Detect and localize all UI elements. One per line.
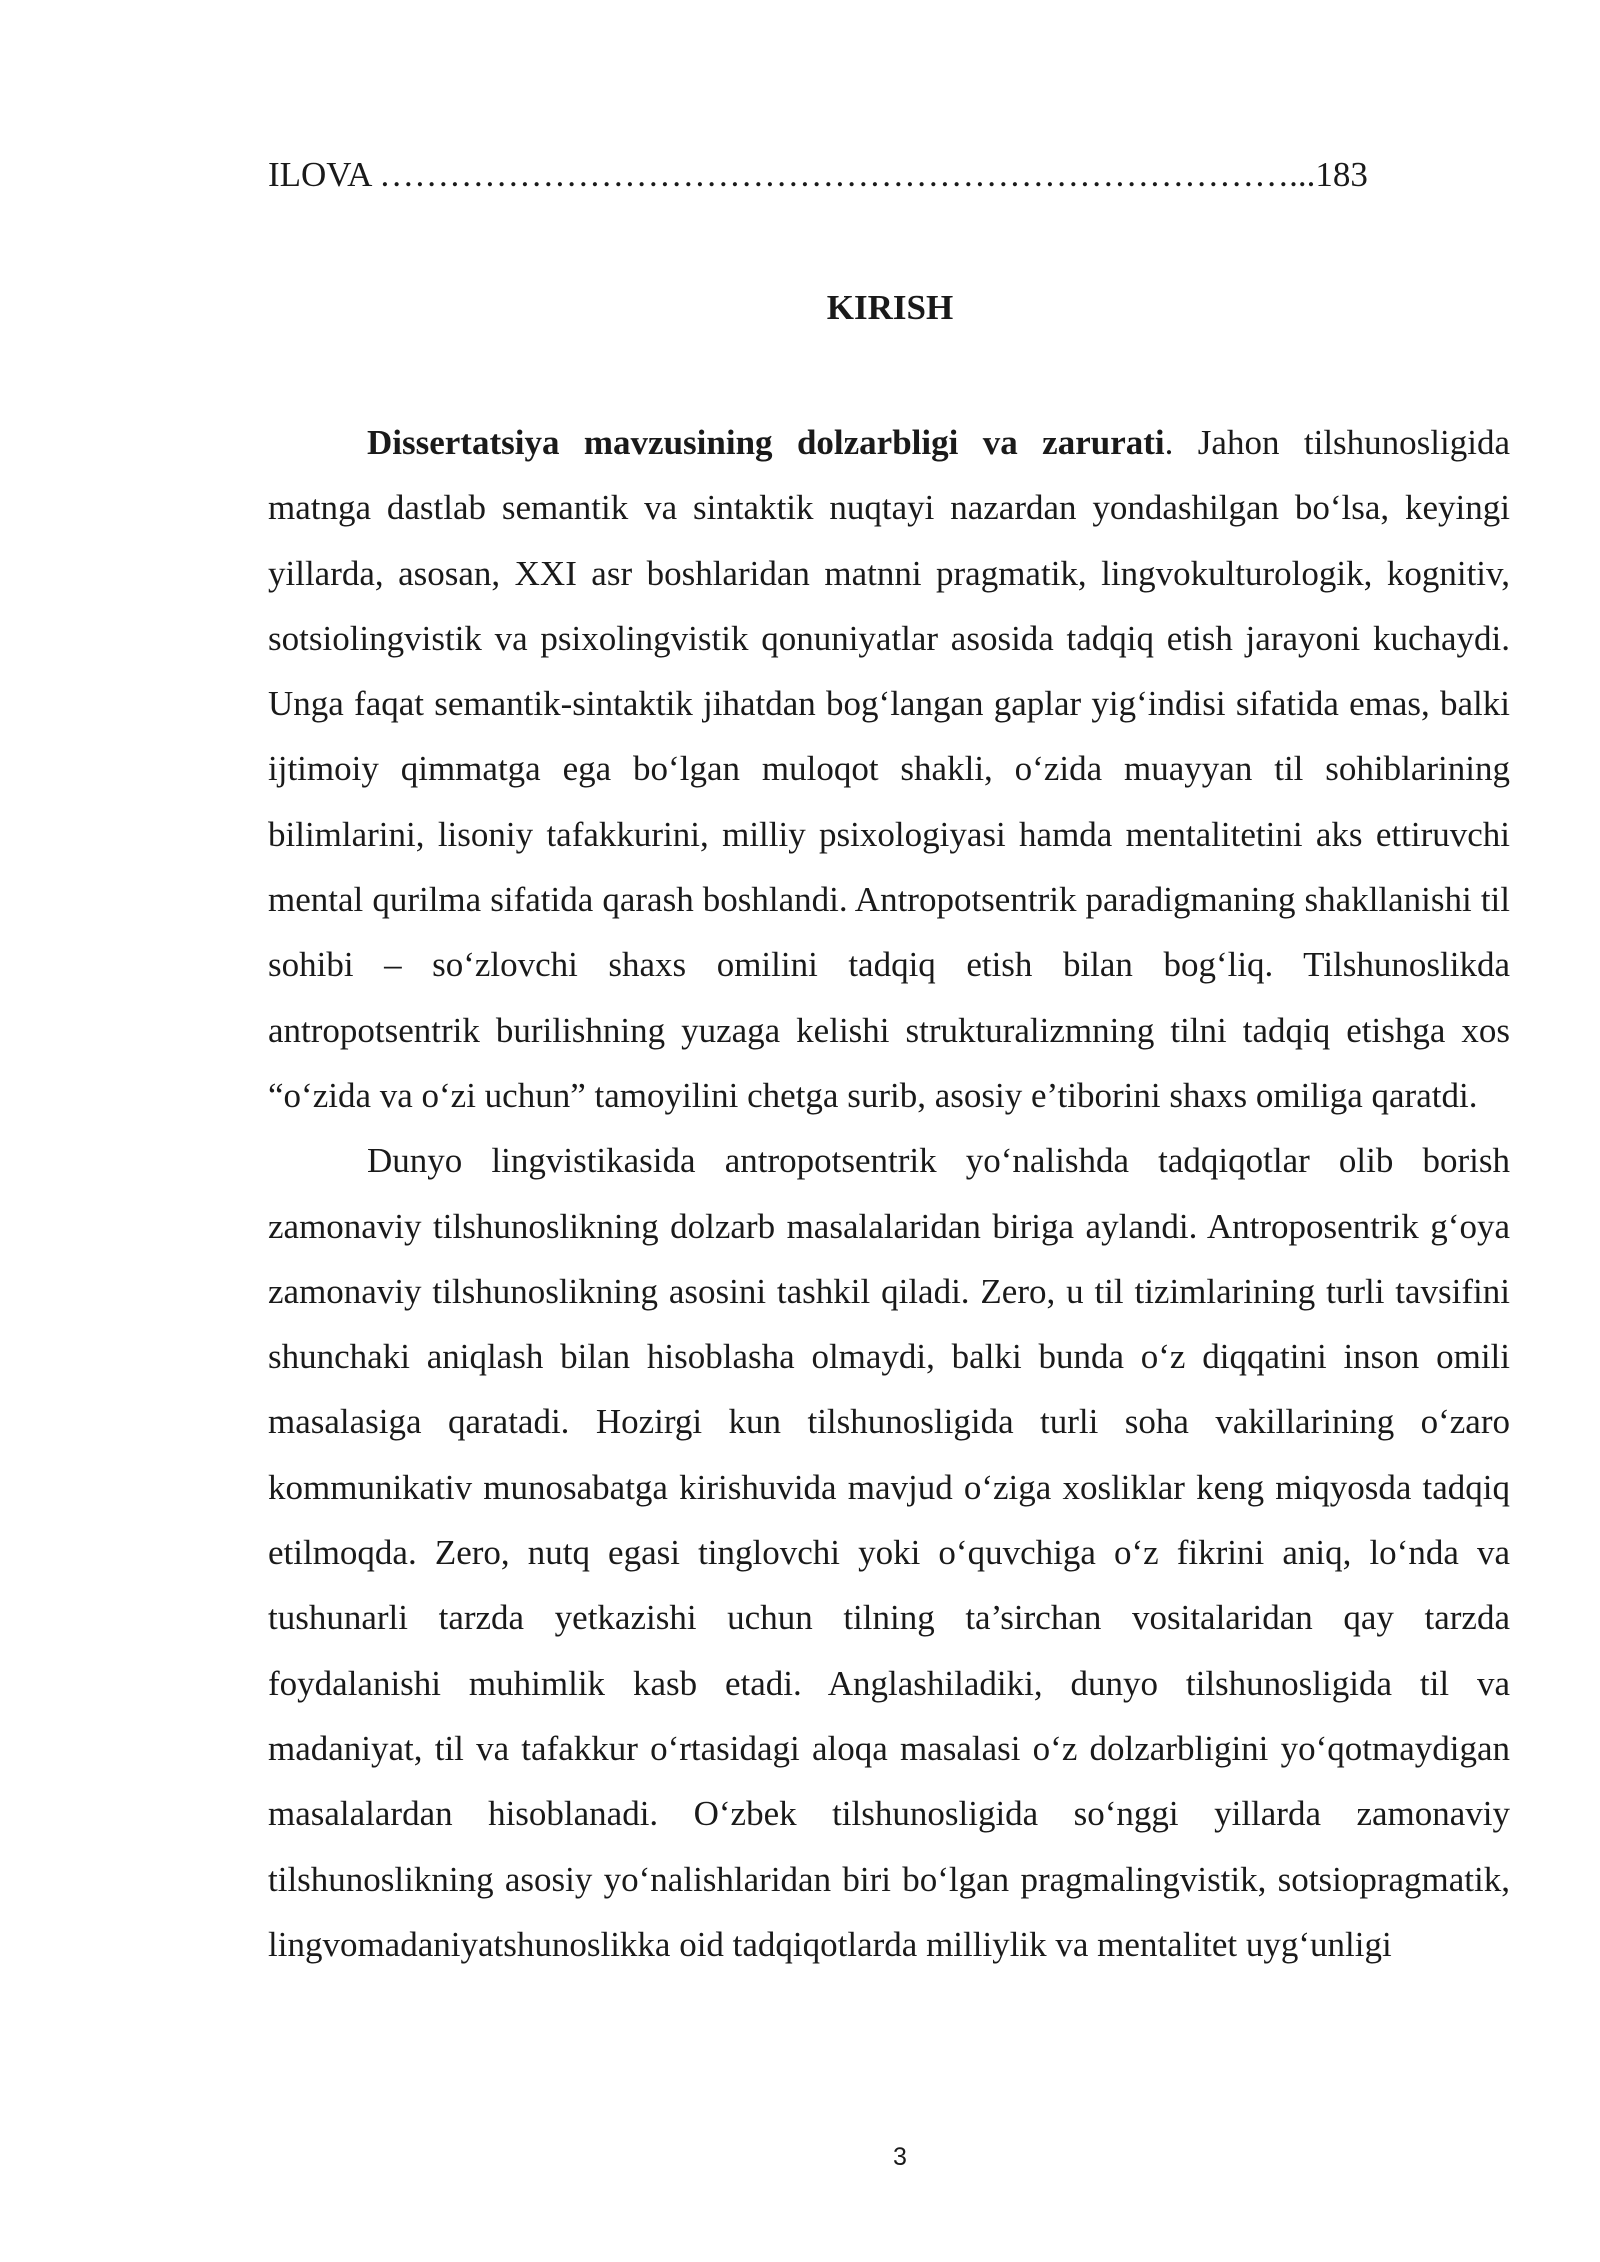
toc-entry-ilova — [268, 150, 1508, 200]
section-heading: KIRISH — [826, 288, 954, 327]
paragraph-text: Dunyo lingvistikasida antropotsentrik yo‘nalishda tadqiqotlar olib borish zamonaviy tilshunoslikning dolzarb masalalaridan biriga aylandi. Antroposentrik g‘oya zamonaviy tilshunoslikning asosini tashkil qiladi. Zero, u til tizimlarining turli tavsifini shunchaki aniqlash bilan hisoblasha olmaydi, balki bunda o‘z diqqatini inson omili masalasiga qaratadi. Hozirgi kun tilshunosligida turli soha vakillarining o‘zaro kommunikativ munosabatga kirishuvida mavjud o‘ziga xosliklar keng miqyosda tadqiq etilmoqda. Zero, nutq egasi tinglovchi yoki o‘quvchiga o‘z fikrini aniq, lo‘nda va tushunarli tarzda yetkazishi uchun tilning ta’sirchan vositalaridan qay tarzda foydalanishi muhimlik kasb etadi. Anglashiladiki, dunyo tilshunosligida til va madaniyat, til va tafakkur o‘rtasidagi aloqa masalasi o‘z dolzarbligini yo‘qotmaydigan masalalardan hisoblanadi. O‘zbek tilshunosligida so‘nggi yillarda zamonaviy tilshunoslikning asosiy yo‘nalishlaridan biri bo‘lgan pragmalingvistik, sotsiopragmatik, lingvomadaniyatshunoslikka oid tadqiqotlarda milliylik va mentalitet uyg‘unligi — [268, 1141, 1510, 1964]
body-text — [268, 410, 1510, 1977]
page-number: 3 — [893, 2143, 907, 2171]
toc-entry-dots: ……………………………………………………………………... — [379, 155, 1316, 194]
paragraph-1 — [268, 410, 1510, 1128]
paragraph-2 — [268, 1128, 1510, 1977]
paragraph-lead: Dissertatsiya mavzusining dolzarbligi va zarurati — [367, 423, 1165, 462]
toc-entry-page: 183 — [1315, 155, 1368, 194]
paragraph-text: . Jahon tilshunosligida matnga dastlab semantik va sintaktik nuqtayi nazardan yondashilgan bo‘lsa, keyingi yillarda, asosan, XXI asr boshlaridan matnni pragmatik, lingvokulturologik, kognitiv, sotsiolingvistik va psixolingvistik qonuniyatlar asosida tadqiq etish jarayoni kuchaydi. Unga faqat semantik-sintaktik jihatdan bog‘langan gaplar yig‘indisi sifatida emas, balki ijtimoiy qimmatga ega bo‘lgan muloqot shakli, o‘zida muayyan til sohiblarining bilimlarini, lisoniy tafakkurini, milliy psixologiyasi hamda mentalitetini aks ettiruvchi mental qurilma sifatida qarash boshlandi. Antropotsentrik paradigmaning shakllanishi til sohibi – so‘zlovchi shaxs omilini tadqiq etish bilan bog‘liq. Tilshunoslikda antropotsentrik burilishning yuzaga kelishi strukturalizmning tilni tadqiq etishga xos “o‘zida va o‘zi uchun” tamoyilini chetga surib, asosiy e’tiborini shaxs omiliga qaratdi. — [268, 423, 1510, 1115]
toc-entry-label: ILOVA — [268, 155, 371, 194]
